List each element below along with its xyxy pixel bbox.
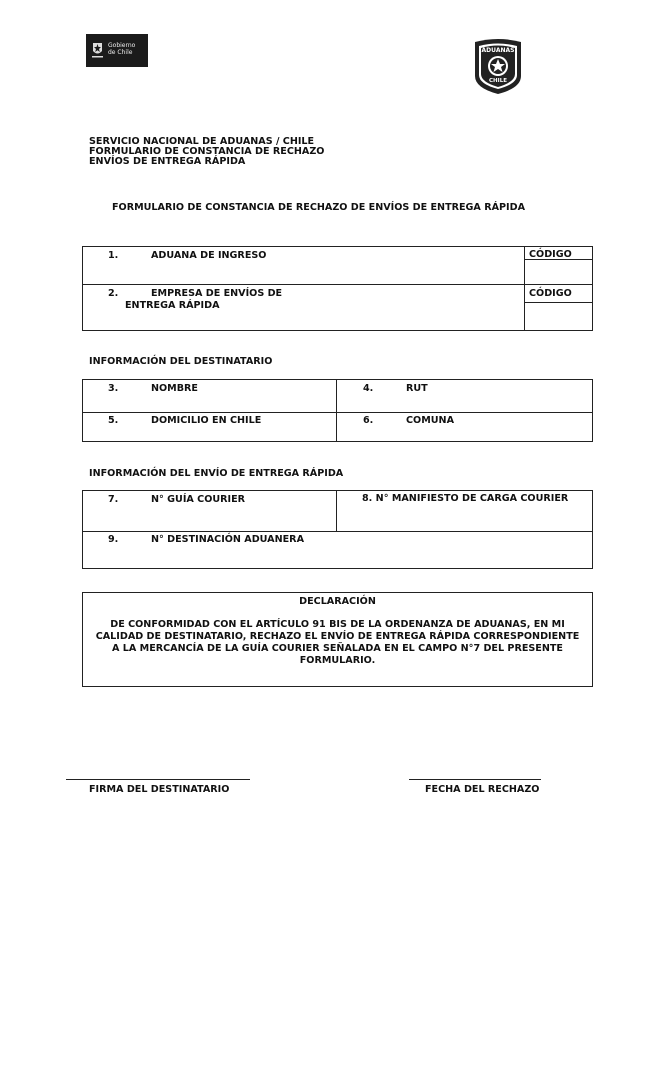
empresa-envios-label-line2: ENTREGA RÁPIDA (125, 300, 220, 311)
declaracion-box (82, 592, 593, 687)
aduanas-shield-logo (473, 38, 523, 95)
header-line-2: FORMULARIO DE CONSTANCIA DE RECHAZO (89, 146, 325, 157)
declaracion-line-2: CALIDAD DE DESTINATARIO, RECHAZO EL ENVÍO DE ENTREGA RÁPIDA CORRESPONDIENTE (95, 631, 580, 642)
aduana-empresa-box (82, 246, 593, 331)
manifiesto-carga-label: 8. N° MANIFIESTO DE CARGA COURIER (362, 493, 569, 504)
envio-heading: INFORMACIÓN DEL ENVÍO DE ENTREGA RÁPIDA (89, 468, 344, 479)
gobierno-text-line2: de Chile (108, 49, 133, 56)
aduanas-text-bottom: CHILE (489, 78, 507, 84)
aduanas-text-top: ADUANAS (481, 47, 515, 54)
destinatario-box (82, 379, 593, 442)
aduana-ingreso-label: ADUANA DE INGRESO (151, 250, 267, 261)
firma-destinatario-label: FIRMA DEL DESTINATARIO (89, 784, 230, 795)
field-3-number: 3. (108, 383, 119, 394)
header-line-1: SERVICIO NACIONAL DE ADUANAS / CHILE (89, 136, 315, 147)
field-6-number: 6. (363, 415, 374, 426)
empresa-codigo-field[interactable] (525, 304, 592, 330)
aduana-codigo-label: CÓDIGO (529, 249, 572, 260)
empresa-envios-label-line1: EMPRESA DE ENVÍOS DE (151, 288, 283, 299)
field-7-number: 7. (108, 494, 119, 505)
destinatario-heading: INFORMACIÓN DEL DESTINATARIO (89, 356, 273, 367)
empresa-codigo-label: CÓDIGO (529, 288, 572, 299)
nombre-label: NOMBRE (151, 383, 198, 394)
declaracion-line-3: A LA MERCANCÍA DE LA GUÍA COURIER SEÑALADA EN EL CAMPO N°7 DEL PRESENTE (112, 643, 563, 654)
field-1-number: 1. (108, 250, 119, 261)
form-title: FORMULARIO DE CONSTANCIA DE RECHAZO DE ENVÍOS DE ENTREGA RÁPIDA (112, 202, 525, 213)
fecha-rechazo-label: FECHA DEL RECHAZO (425, 784, 540, 795)
aduana-ingreso-field[interactable] (83, 261, 524, 283)
gobierno-text-line1: Gobierno (108, 42, 136, 49)
declaracion-line-1: DE CONFORMIDAD CON EL ARTÍCULO 91 BIS DE LA ORDENANZA DE ADUANAS, EN MI (110, 619, 565, 630)
aduana-codigo-field[interactable] (525, 261, 592, 283)
fecha-line (409, 779, 541, 780)
field-5-number: 5. (108, 415, 119, 426)
firma-line (66, 779, 250, 780)
coat-of-arms-icon (91, 40, 104, 60)
gobierno-logo (86, 34, 148, 67)
rut-label: RUT (406, 383, 428, 394)
domicilio-label: DOMICILIO EN CHILE (151, 415, 262, 426)
comuna-label: COMUNA (406, 415, 454, 426)
field-2-number: 2. (108, 288, 119, 299)
guia-courier-label: N° GUÍA COURIER (151, 494, 246, 505)
field-9-number: 9. (108, 534, 119, 545)
header-line-3: ENVÍOS DE ENTREGA RÁPIDA (89, 156, 246, 167)
envio-box (82, 490, 593, 569)
declaracion-heading: DECLARACIÓN (299, 596, 376, 607)
field-4-number: 4. (363, 383, 374, 394)
destinacion-aduanera-label: N° DESTINACIÓN ADUANERA (151, 534, 304, 545)
declaracion-line-4: FORMULARIO. (299, 655, 376, 666)
